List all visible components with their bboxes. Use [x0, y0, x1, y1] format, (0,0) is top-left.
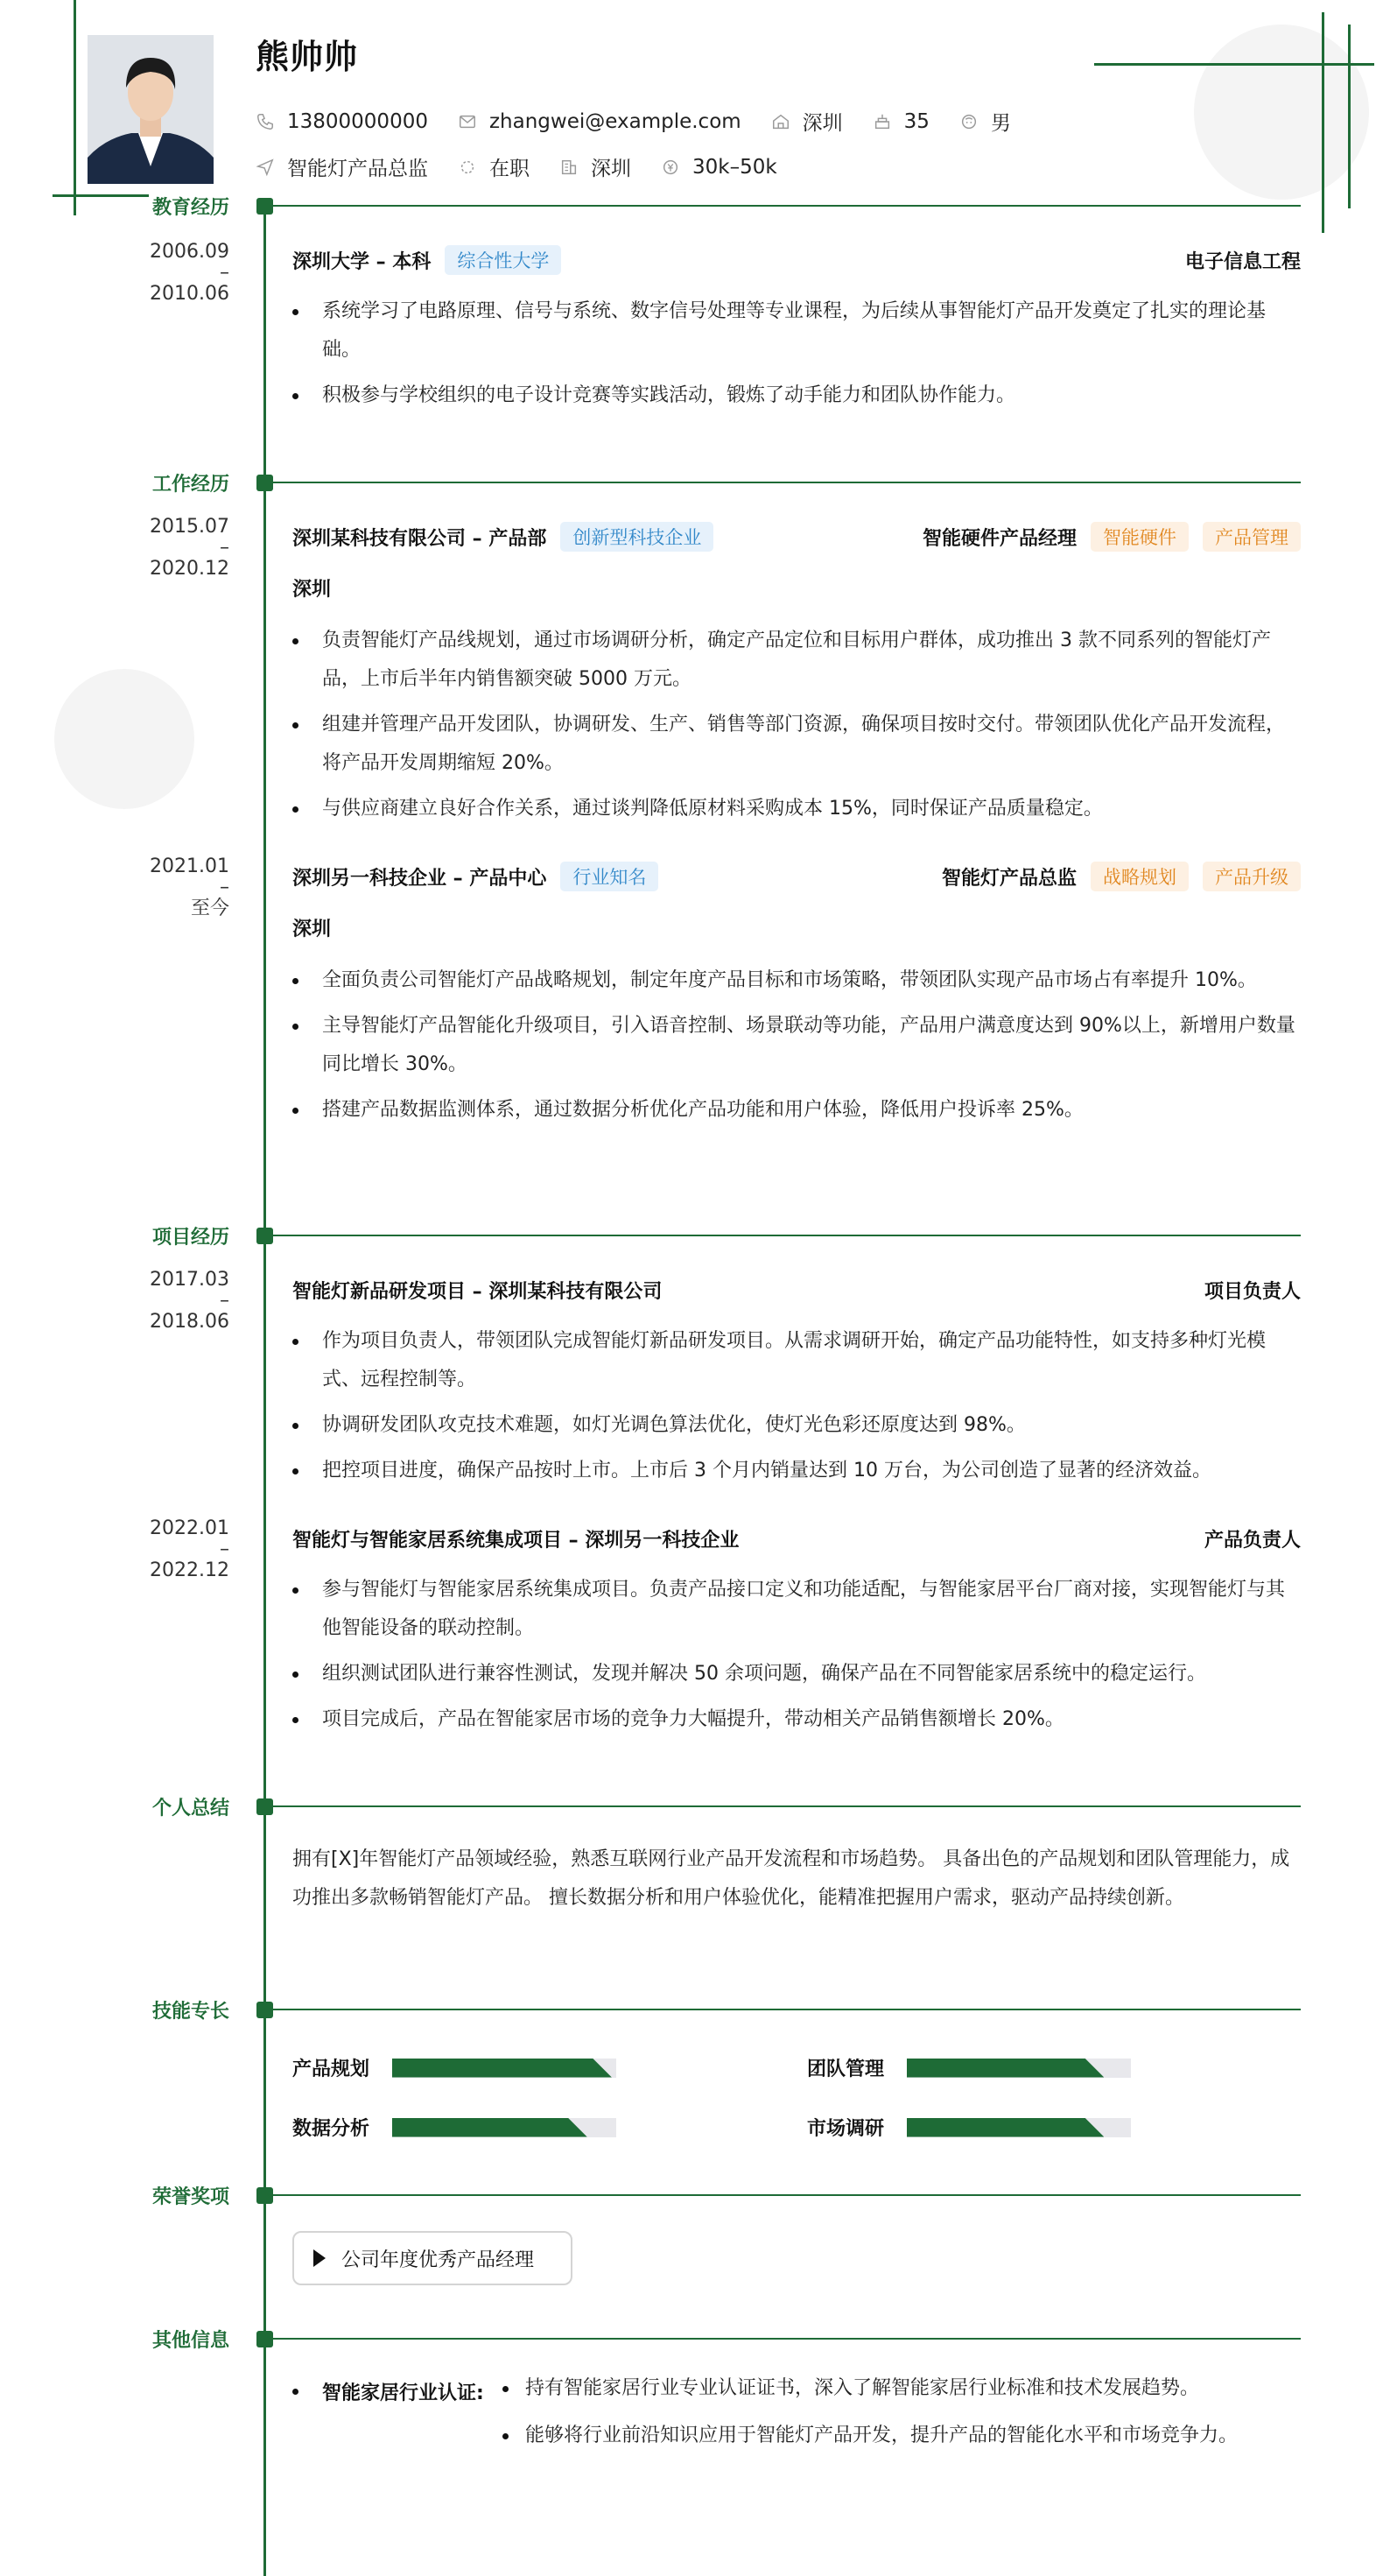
section-title-other: 其他信息 [151, 2330, 229, 2352]
company-tag: 创新型科技企业 [560, 522, 713, 552]
work-date-1: 2015.07 – 2020.12 [150, 516, 229, 580]
avatar [88, 35, 214, 184]
skill-bar [907, 2118, 1131, 2137]
gender-text: 男 [990, 112, 1011, 135]
list-item: 系统学习了电路原理、信号与系统、数字信号处理等专业课程，为后续从事智能灯产品开发奠定了扎实的理论基础。 [292, 292, 1301, 370]
candidate-name: 熊帅帅 [256, 38, 359, 76]
list-item: 负责智能灯产品线规划，通过市场调研分析，确定产品定位和目标用户群体，成功推出 3 款不同系列的智能灯产品，上市后半年内销售额突破 5000 万元。 [292, 622, 1301, 699]
target-city-text: 深圳 [591, 158, 631, 180]
list-item: 持有智能家居行业专业认证证书，深入了解智能家居行业标准和技术发展趋势。 [502, 2369, 1290, 2408]
major: 电子信息工程 [1184, 250, 1301, 273]
work-header-1 [292, 522, 1301, 552]
deco-circle-top-right [1194, 25, 1369, 200]
project-role: 项目负责人 [1204, 1280, 1301, 1303]
list-item: 积极参与学校组织的电子设计竞赛等实践活动，锻炼了动手能力和团队协作能力。 [292, 377, 1301, 415]
gender-icon [959, 112, 979, 131]
status-item [458, 152, 530, 181]
company-tag: 行业知名 [560, 862, 658, 891]
age-text: 35 [903, 109, 930, 133]
section-divider [273, 2194, 1301, 2196]
target-position-item [256, 152, 428, 181]
skill-label: 市场调研 [807, 2118, 885, 2140]
company-title: 深圳另一科技企业 – 产品中心 [292, 867, 547, 890]
target-city-item [559, 152, 631, 181]
list-item: 把控项目进度，确保产品按时上市。上市后 3 个月内销量达到 10 万台，为公司创造了显著的经济效益。 [292, 1452, 1301, 1490]
deco-line-right-horizontal [1094, 63, 1374, 66]
role-tag: 战略规划 [1091, 862, 1189, 891]
skill-label: 团队管理 [807, 2059, 885, 2080]
section-marker [256, 2187, 273, 2204]
skill-item [292, 2054, 616, 2081]
work-bullets-1 [292, 622, 1301, 835]
salary-text: 30k–50k [692, 155, 777, 179]
home-icon [771, 112, 790, 131]
skill-fill [907, 2059, 1104, 2078]
project-date-2: 2022.01 – 2022.12 [150, 1517, 229, 1581]
target-position-text: 智能灯产品总监 [287, 158, 428, 180]
play-icon [313, 2249, 326, 2267]
other-info-key: 智能家居行业认证: [292, 2378, 484, 2405]
deco-line-left-vertical [74, 0, 76, 215]
school-title: 深圳大学 – 本科 [292, 250, 432, 273]
skill-bar [907, 2059, 1131, 2078]
section-marker [256, 2331, 273, 2347]
section-title-honors: 荣誉奖项 [151, 2186, 229, 2208]
section-divider [273, 482, 1301, 483]
skill-fill [392, 2118, 587, 2137]
education-date: 2006.09 – 2010.06 [150, 241, 229, 305]
gender-item [959, 107, 1011, 136]
work-city: 深圳 [292, 579, 332, 601]
list-item: 项目完成后，产品在智能家居市场的竞争力大幅提升，带动相关产品销售额增长 20%。 [292, 1700, 1301, 1739]
section-divider [273, 1235, 1301, 1236]
section-title-projects: 项目经历 [151, 1227, 229, 1249]
project-bullets-2 [292, 1571, 1301, 1746]
mail-icon [458, 112, 477, 131]
skill-bar [392, 2118, 616, 2137]
skill-fill [392, 2059, 612, 2078]
deco-line-right-vertical-1 [1322, 12, 1324, 233]
email-text: zhangwei@example.com [488, 109, 741, 133]
list-item: 能够将行业前沿知识应用于智能灯产品开发，提升产品的智能化水平和市场竞争力。 [502, 2417, 1290, 2455]
work-header-2 [292, 862, 1301, 891]
skill-label: 产品规划 [292, 2059, 370, 2080]
education-header [292, 245, 1301, 275]
list-item: 协调研发团队攻克技术难题，如灯光调色算法优化，使灯光色彩还原度达到 98%。 [292, 1406, 1301, 1445]
work-city: 深圳 [292, 918, 332, 940]
school-tag: 综合性大学 [445, 245, 561, 275]
phone-item [256, 110, 428, 133]
work-bullets-2 [292, 961, 1301, 1137]
project-bullets-1 [292, 1322, 1301, 1497]
send-icon [256, 158, 275, 177]
company-title: 深圳某科技有限公司 – 产品部 [292, 527, 547, 550]
phone-text: 13800000000 [287, 109, 428, 133]
work-date-2: 2021.01 – 至今 [150, 855, 229, 919]
section-title-work: 工作经历 [151, 474, 229, 496]
list-item: 组织测试团队进行兼容性测试，发现并解决 50 余项问题，确保产品在不同智能家居系统中的稳定运行。 [292, 1655, 1301, 1693]
building-icon [559, 158, 579, 177]
skill-item [807, 2114, 1131, 2141]
skill-fill [907, 2118, 1104, 2137]
role-tag: 智能硬件 [1091, 522, 1189, 552]
section-title-summary: 个人总结 [151, 1798, 229, 1819]
status-text: 在职 [489, 158, 530, 180]
skill-label: 数据分析 [292, 2118, 370, 2140]
salary-item [661, 156, 777, 179]
section-marker [256, 198, 273, 215]
skill-item [292, 2114, 616, 2141]
section-title-skills: 技能专长 [151, 2001, 229, 2023]
phone-icon [256, 112, 275, 131]
list-item: 参与智能灯与智能家居系统集成项目。负责产品接口定义和功能适配，与智能家居平台厂商对接，实现智能灯与其他智能设备的联动控制。 [292, 1571, 1301, 1648]
project-header-1 [292, 1275, 1301, 1305]
list-item: 作为项目负责人，带领团队完成智能灯新品研发项目。从需求调研开始，确定产品功能特性，如支持多种灯光模式、远程控制等。 [292, 1322, 1301, 1399]
location-item [771, 107, 843, 136]
section-divider [273, 1805, 1301, 1807]
project-role: 产品负责人 [1204, 1529, 1301, 1552]
deco-circle-left [54, 669, 194, 809]
project-date-1: 2017.03 – 2018.06 [150, 1269, 229, 1333]
location-text: 深圳 [802, 112, 843, 135]
section-divider [273, 2009, 1301, 2010]
honor-item[interactable] [292, 2231, 572, 2285]
list-item: 搭建产品数据监测体系，通过数据分析优化产品功能和用户体验，降低用户投诉率 25%。 [292, 1091, 1301, 1130]
section-divider [273, 2338, 1301, 2340]
project-header-2 [292, 1524, 1301, 1553]
section-marker [256, 475, 273, 491]
job-role: 智能硬件产品经理 [922, 527, 1077, 550]
section-marker [256, 1798, 273, 1815]
section-marker [256, 2002, 273, 2018]
deco-line-right-vertical-2 [1348, 25, 1351, 208]
skill-bar [392, 2059, 616, 2078]
list-item: 主导智能灯产品智能化升级项目，引入语音控制、场景联动等功能，产品用户满意度达到 90%以上，新增用户数量同比增长 30%。 [292, 1007, 1301, 1084]
summary-text: 拥有[X]年智能灯产品领域经验，熟悉互联网行业产品开发流程和市场趋势。 具备出色的产品规划和团队管理能力，成功推出多款畅销智能灯产品。 擅长数据分析和用户体验优化，能精准把握用户需求，驱动产品持续创新。 [292, 1848, 1290, 1909]
list-item: 全面负责公司智能灯产品战略规划，制定年度产品目标和市场策略，带领团队实现产品市场占有率提升 10%。 [292, 961, 1301, 1000]
list-item: 与供应商建立良好合作关系，通过谈判降低原材料采购成本 15%，同时保证产品质量稳定。 [292, 790, 1301, 828]
email-item [458, 110, 741, 133]
honor-label: 公司年度优秀产品经理 [341, 2249, 535, 2271]
age-icon [873, 112, 892, 131]
section-marker [256, 1228, 273, 1244]
section-title-education: 教育经历 [151, 197, 229, 219]
status-icon [458, 158, 477, 177]
project-title: 智能灯新品研发项目 – 深圳某科技有限公司 [292, 1280, 663, 1303]
project-title: 智能灯与智能家居系统集成项目 – 深圳另一科技企业 [292, 1529, 740, 1552]
section-divider [273, 205, 1301, 207]
role-tag: 产品管理 [1203, 522, 1301, 552]
list-item: 组建并管理产品开发团队，协调研发、生产、销售等部门资源，确保项目按时交付。带领团队优化产品开发流程，将产品开发周期缩短 20%。 [292, 706, 1301, 783]
job-intent-row [256, 152, 807, 181]
skill-item [807, 2054, 1131, 2081]
job-role: 智能灯产品总监 [941, 867, 1077, 890]
age-item [873, 110, 930, 133]
role-tag: 产品升级 [1203, 862, 1301, 891]
salary-icon [661, 158, 680, 177]
other-info-list [502, 2369, 1290, 2464]
timeline-line [263, 205, 266, 2576]
contact-row [256, 107, 1041, 136]
education-bullets [292, 292, 1301, 422]
